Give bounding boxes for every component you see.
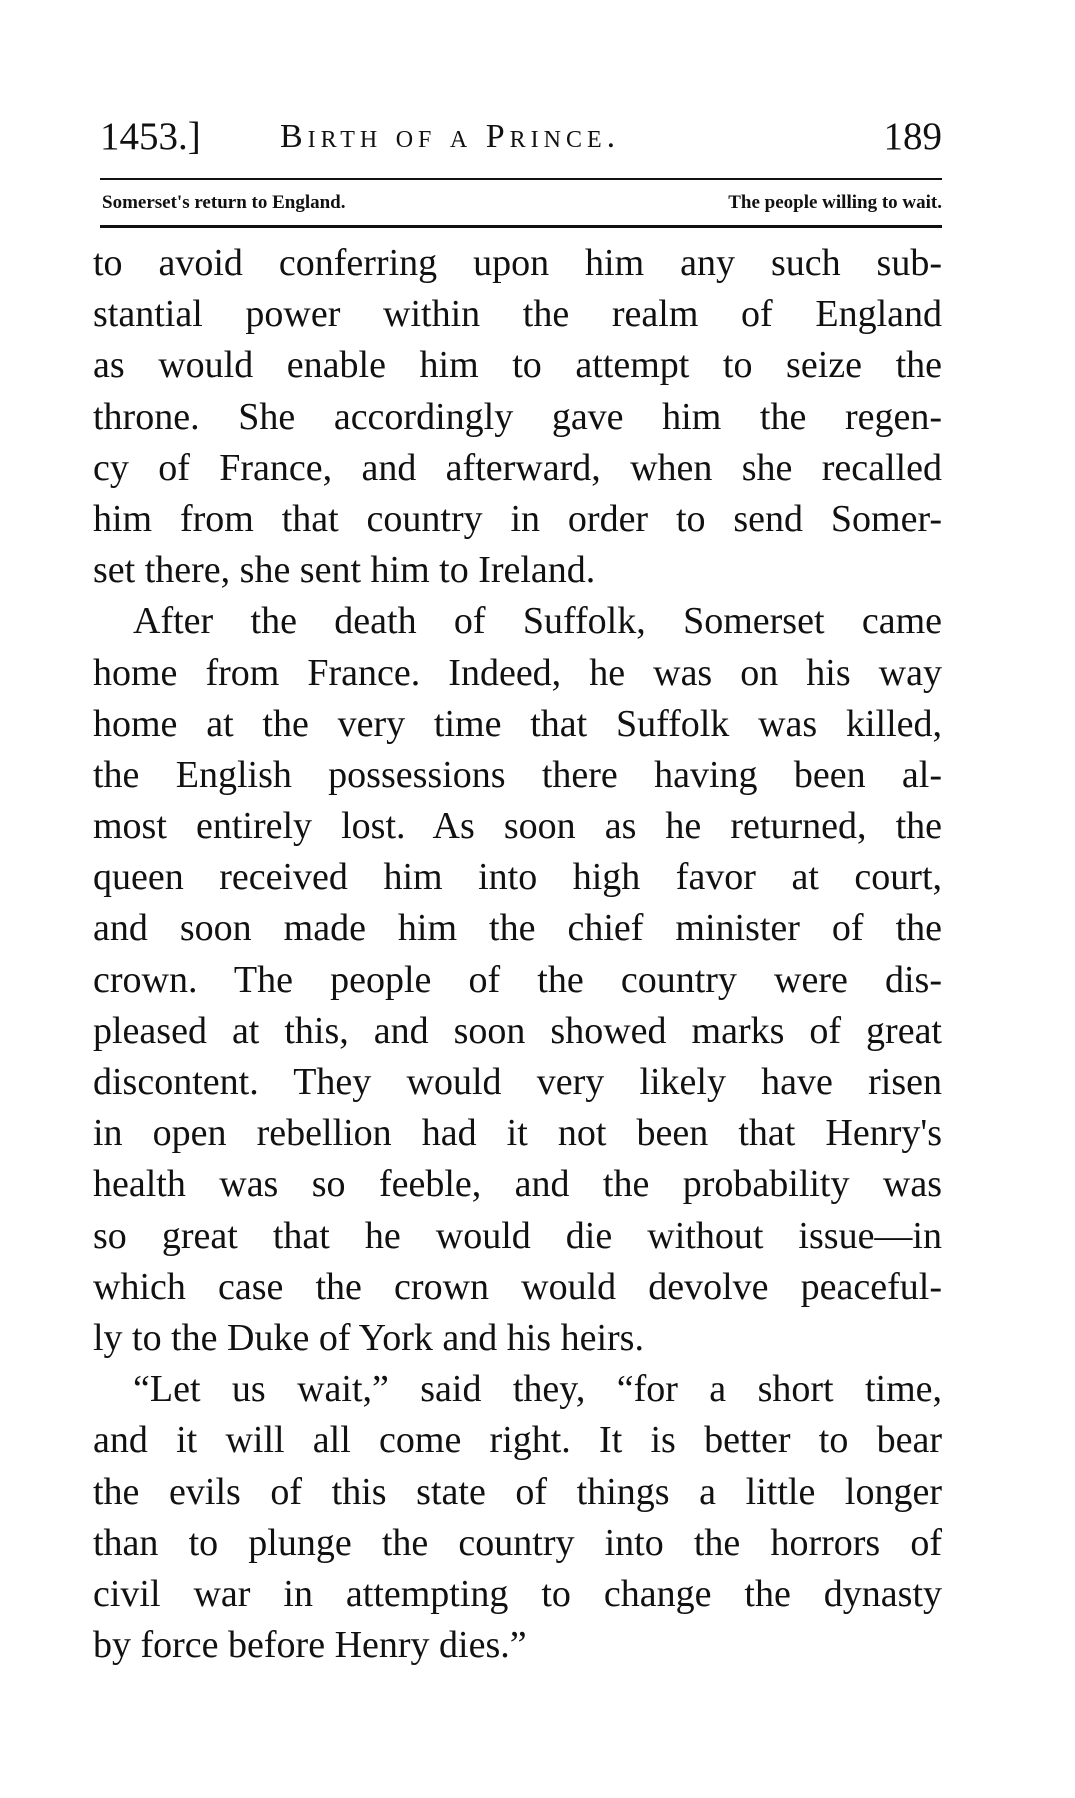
text-line: and soon made him the chief minister of the (93, 907, 942, 950)
text-line: health was so feeble, and the probability was (93, 1163, 942, 1206)
text-line: set there, she sent him to Ireland. (93, 549, 596, 592)
text-line: him from that country in order to send Somer- (93, 497, 942, 540)
text-line: home at the very time that Suffolk was killed, (93, 702, 942, 745)
text-line: “Let us wait,” said they, “for a short time, (133, 1368, 942, 1411)
text-line: crown. The people of the country were dis- (93, 958, 942, 1001)
text-line: most entirely lost. As soon as he returned, the (93, 805, 942, 848)
text-line: After the death of Suffolk, Somerset came (133, 600, 942, 643)
text-line: home from France. Indeed, he was on his way (93, 651, 942, 694)
text-line: pleased at this, and soon showed marks of great (93, 1009, 942, 1052)
header-rule-bottom (100, 225, 942, 228)
text-line: which case the crown would devolve peaceful- (93, 1265, 942, 1308)
page-number: 189 (883, 115, 942, 158)
text-line: queen received him into high favor at court, (93, 856, 942, 899)
text-line: the English possessions there having been al- (93, 753, 942, 796)
text-line: the evils of this state of things a little longer (93, 1470, 942, 1513)
text-line: as would enable him to attempt to seize the (93, 344, 942, 387)
text-line: stantial power within the realm of England (93, 293, 942, 336)
shoulder-note-right: The people willing to wait. (728, 192, 942, 213)
text-line: civil war in attempting to change the dynasty (93, 1572, 942, 1615)
header-rule-top (100, 178, 942, 180)
shoulder-note-left: Somerset's return to England. (102, 192, 346, 213)
text-line: by force before Henry dies.” (93, 1624, 527, 1667)
running-head (100, 112, 942, 162)
text-line: throne. She accordingly gave him the regen- (93, 395, 942, 438)
text-line: than to plunge the country into the horrors of (93, 1521, 942, 1564)
text-line: discontent. They would very likely have risen (93, 1061, 942, 1103)
body-text (93, 238, 942, 1671)
text-line: cy of France, and afterward, when she recalled (93, 446, 942, 489)
text-line: ly to the Duke of York and his heirs. (93, 1316, 644, 1359)
text-line: and it will all come right. It is better to bear (93, 1419, 942, 1462)
text-line: to avoid conferring upon him any such sub- (93, 242, 942, 284)
running-head-year: 1453.] (100, 115, 201, 158)
running-head-title: Birth of a Prince. (280, 118, 621, 155)
text-line: so great that he would die without issue—in (93, 1214, 942, 1257)
text-line: in open rebellion had it not been that Henry's (93, 1112, 942, 1155)
